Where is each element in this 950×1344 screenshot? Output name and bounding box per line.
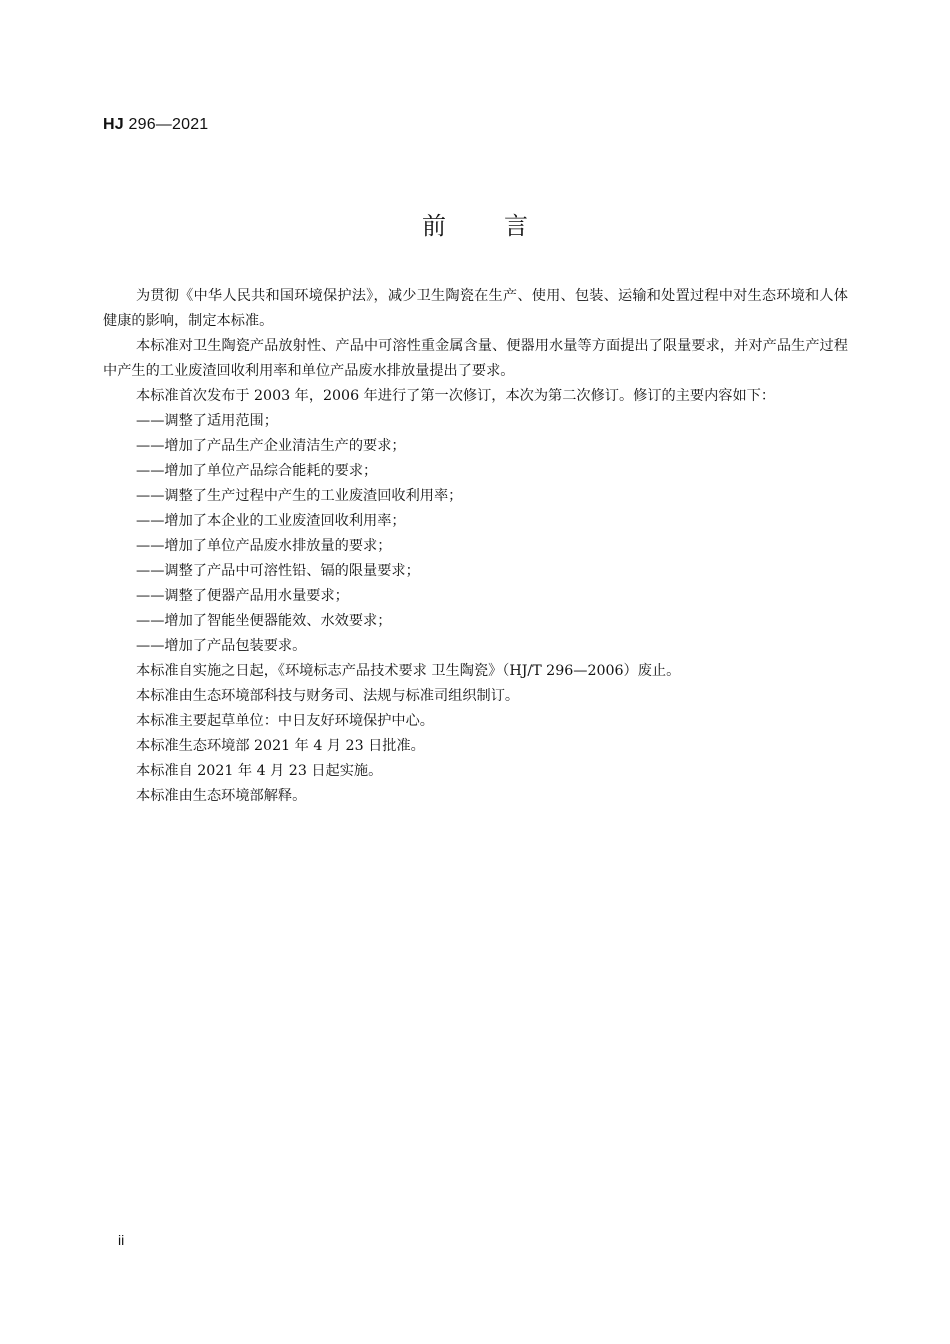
page-title-char-2: 言	[504, 212, 528, 240]
revision-item: ——调整了生产过程中产生的工业废渣回收利用率；	[136, 488, 463, 504]
standard-code-number: 296—2021	[123, 116, 209, 133]
revision-item: ——增加了单位产品综合能耗的要求；	[136, 463, 378, 479]
page-title	[0, 206, 950, 241]
paragraph-approval-date: 本标准生态环境部 2021 年 4 月 23 日批准。	[136, 738, 425, 754]
revision-item: ——增加了单位产品废水排放量的要求；	[136, 538, 392, 554]
revision-item: ——增加了产品生产企业清洁生产的要求；	[136, 438, 406, 454]
revision-item: ——调整了便器产品用水量要求；	[136, 588, 349, 604]
page-title-char-1: 前	[422, 212, 446, 240]
paragraph-effective-date: 本标准自 2021 年 4 月 23 日起实施。	[136, 763, 383, 779]
paragraph-purpose: 为贯彻《中华人民共和国环境保护法》，减少卫生陶瓷在生产、使用、包装、运输和处置过程中对生态环境和人体健康的影响，制定本标准。	[103, 288, 848, 329]
revision-item: ——增加了本企业的工业废渣回收利用率；	[136, 513, 406, 529]
paragraph-supersedes: 本标准自实施之日起，《环境标志产品技术要求 卫生陶瓷》（HJ/T 296—2006）废止。	[136, 663, 681, 679]
revision-item: ——调整了产品中可溶性铅、镉的限量要求；	[136, 563, 420, 579]
paragraph-history: 本标准首次发布于 2003 年，2006 年进行了第一次修订，本次为第二次修订。修订的主要内容如下：	[136, 388, 776, 404]
revision-item: ——增加了智能坐便器能效、水效要求；	[136, 613, 392, 629]
revision-item: ——增加了产品包装要求。	[136, 638, 307, 654]
paragraph-interpretation: 本标准由生态环境部解释。	[136, 788, 307, 804]
foreword-body	[103, 284, 848, 809]
standard-code-prefix: HJ	[103, 116, 124, 133]
standard-code-header	[103, 116, 208, 134]
paragraph-drafter: 本标准主要起草单位：中日友好环境保护中心。	[136, 713, 434, 729]
revision-item: ——调整了适用范围；	[136, 413, 278, 429]
paragraph-scope: 本标准对卫生陶瓷产品放射性、产品中可溶性重金属含量、便器用水量等方面提出了限量要求，并对产品生产过程中产生的工业废渣回收利用率和单位产品废水排放量提出了要求。	[103, 338, 848, 379]
page-number: ii	[118, 1232, 125, 1248]
paragraph-organizer: 本标准由生态环境部科技与财务司、法规与标准司组织制订。	[136, 688, 520, 704]
